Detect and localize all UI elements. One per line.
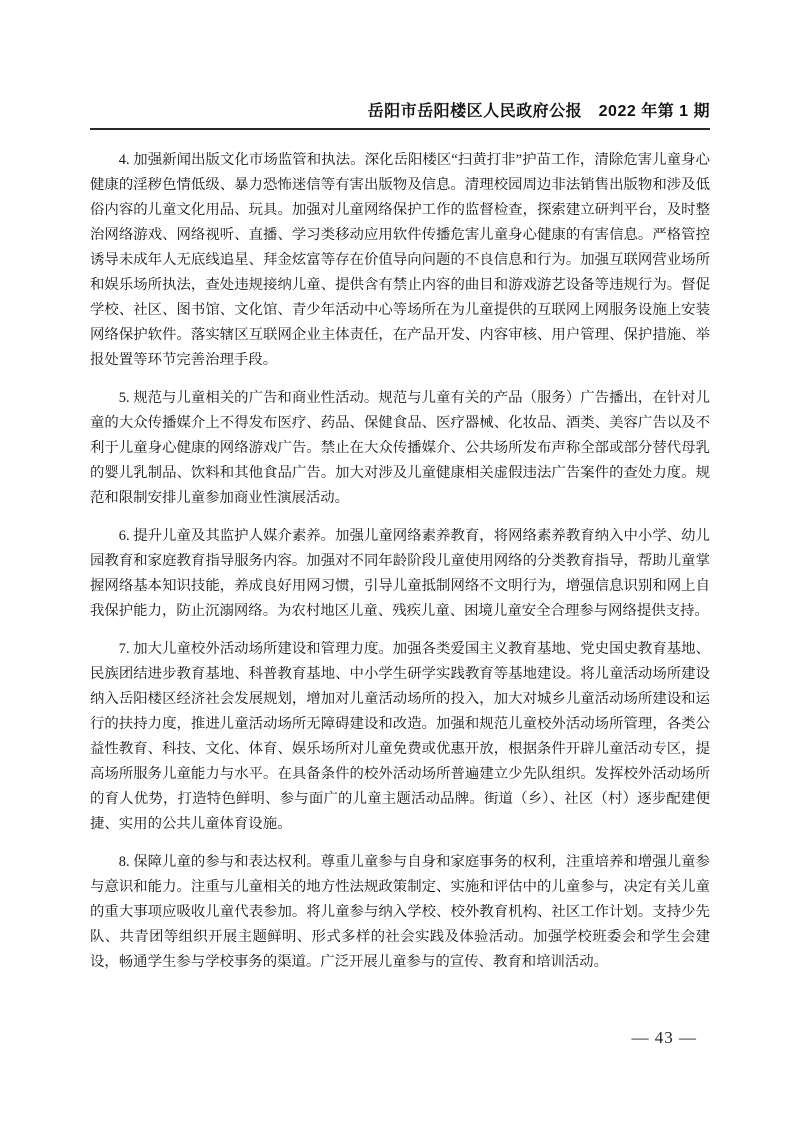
- paragraph-item-6: 6. 提升儿童及其监护人媒介素养。加强儿童网络素养教育，将网络素养教育纳入中小学、幼儿园教育和家庭教育指导服务内容。加强对不同年龄阶段儿童使用网络的分类教育指导，帮助儿童掌握网络基本知识技能，养成良好用网习惯，引导儿童抵制网络不文明行为，增强信息识别和网上自我保护能力，防止沉溺网络。为农村地区儿童、残疾儿童、困境儿童安全合理参与网络提供支持。: [90, 528, 710, 619]
- document-body: [90, 148, 710, 975]
- paragraph-item-8: 8. 保障儿童的参与和表达权利。尊重儿童参与自身和家庭事务的权利，注重培养和增强儿童参与意识和能力。注重与儿童相关的地方性法规政策制定、实施和评估中的儿童参与，决定有关儿童的重大事项应吸收儿童代表参加。将儿童参与纳入学校、校外教育机构、社区工作计划。支持少先队、共青团等组织开展主题鲜明、形式多样的社会实践及体验活动。加强学校班委会和学生会建设，畅通学生参与学校事务的渠道。广泛开展儿童参与的宣传、教育和培训活动。: [90, 854, 710, 970]
- running-header-title: 岳阳市岳阳楼区人民政府公报 2022 年第 1 期: [90, 98, 710, 130]
- paragraph-item-4: 4. 加强新闻出版文化市场监管和执法。深化岳阳楼区“扫黄打非”护苗工作，清除危害儿童身心健康的淫秽色情低级、暴力恐怖迷信等有害出版物及信息。清理校园周边非法销售出版物和涉及低俗内容的儿童文化用品、玩具。加强对儿童网络保护工作的监督检查，探索建立研判平台，及时整治网络游戏、网络视听、直播、学习类移动应用软件传播危害儿童身心健康的有害信息。严格管控诱导未成年人无底线追星、拜金炫富等存在价值导向问题的不良信息和行为。加强互联网营业场所和娱乐场所执法，查处违规接纳儿童、提供含有禁止内容的曲目和游戏游艺设备等违规行为。督促学校、社区、图书馆、文化馆、青少年活动中心等场所在为儿童提供的互联网上网服务设施上安装网络保护软件。落实辖区互联网企业主体责任，在产品开发、内容审核、用户管理、保护措施、举报处置等环节完善治理手段。: [90, 152, 710, 368]
- paragraph-item-5: 5. 规范与儿童相关的广告和商业性活动。规范与儿童有关的产品（服务）广告播出，在针对儿童的大众传播媒介上不得发布医疗、药品、保健食品、医疗器械、化妆品、酒类、美容广告以及不利于儿童身心健康的网络游戏广告。禁止在大众传播媒介、公共场所发布声称全部或部分替代母乳的婴儿乳制品、饮料和其他食品广告。加大对涉及儿童健康相关虚假违法广告案件的查处力度。规范和限制安排儿童参加商业性演展活动。: [90, 390, 710, 506]
- paragraph-item-7: 7. 加大儿童校外活动场所建设和管理力度。加强各类爱国主义教育基地、党史国史教育基地、民族团结进步教育基地、科普教育基地、中小学生研学实践教育等基地建设。将儿童活动场所建设纳入岳阳楼区经济社会发展规划，增加对儿童活动场所的投入，加大对城乡儿童活动场所建设和运行的扶持力度，推进儿童活动场所无障碍建设和改造。加强和规范儿童校外活动场所管理，各类公益性教育、科技、文化、体育、娱乐场所对儿童免费或优惠开放，根据条件开辟儿童活动专区，提高场所服务儿童能力与水平。在具备条件的校外活动场所普遍建立少先队组织。发挥校外活动场所的育人优势，打造特色鲜明、参与面广的儿童主题活动品牌。街道（乡）、社区（村）逐步配建便捷、实用的公共儿童体育设施。: [90, 641, 710, 832]
- page-content: [90, 98, 710, 988]
- page-number: — 43 —: [631, 1028, 697, 1047]
